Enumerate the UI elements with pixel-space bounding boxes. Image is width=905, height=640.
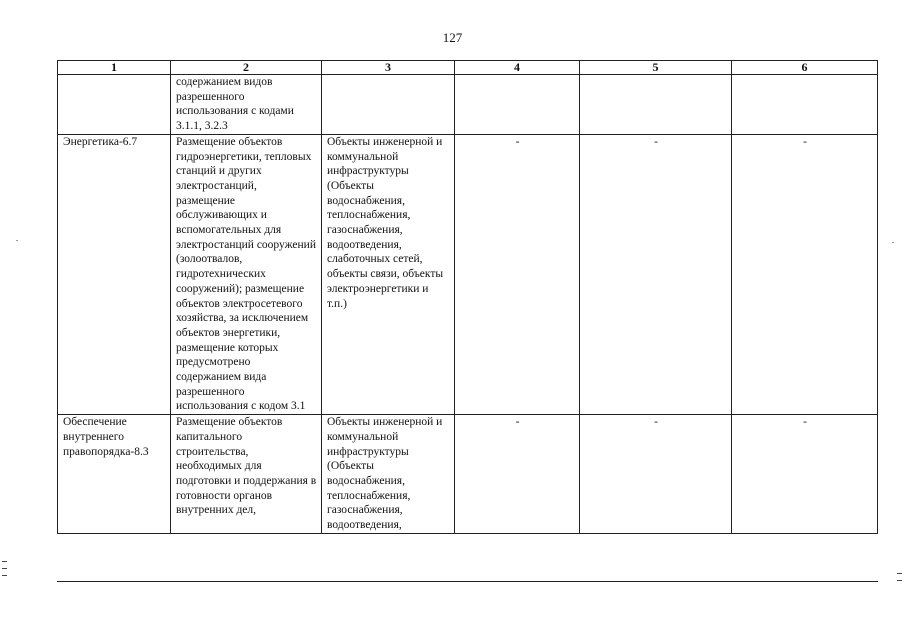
- row-1-use-type: [58, 75, 171, 135]
- table-row: [58, 415, 878, 534]
- row-2-col-4: -: [455, 134, 580, 414]
- scan-mark-right: [897, 573, 902, 574]
- scan-speck: [892, 242, 894, 243]
- row-1-col-6: [732, 75, 878, 135]
- row-3-col-6: -: [732, 415, 878, 534]
- row-2-col-6: -: [732, 134, 878, 414]
- scan-mark-left: [2, 568, 7, 569]
- page-number: 127: [442, 30, 463, 45]
- scan-mark-left: [2, 561, 7, 562]
- column-header-6: 6: [732, 61, 878, 75]
- column-header-4: 4: [455, 61, 580, 75]
- table-row: [58, 134, 878, 414]
- row-1-auxiliary-objects: [322, 75, 455, 135]
- table-bottom-border: [57, 581, 878, 582]
- table-row: [58, 75, 878, 135]
- row-1-description: содержанием видов разрешенного использования с кодами 3.1.1, 3.2.3: [171, 75, 322, 135]
- row-2-use-type: Энергетика-6.7: [58, 134, 171, 414]
- row-3-col-4: -: [455, 415, 580, 534]
- column-header-5: 5: [580, 61, 732, 75]
- column-header-3: 3: [322, 61, 455, 75]
- scan-mark-right: [897, 580, 902, 581]
- row-3-col-5: -: [580, 415, 732, 534]
- column-header-1: 1: [58, 61, 171, 75]
- row-3-use-type: Обеспечение внутреннего правопорядка-8.3: [58, 415, 171, 534]
- column-header-2: 2: [171, 61, 322, 75]
- row-3-description: Размещение объектов капитального строительства, необходимых для подготовки и поддержания в готовности органов внутренних дел,: [171, 415, 322, 534]
- row-1-col-5: [580, 75, 732, 135]
- row-1-col-4: [455, 75, 580, 135]
- table-container: [57, 60, 878, 582]
- row-2-col-5: -: [580, 134, 732, 414]
- row-2-description: Размещение объектов гидроэнергетики, тепловых станций и других электростанций, размещение обслуживающих и вспомогательных для электростанций сооружений (золоотвалов, гидротехнических сооружений); размещение объектов электросетевого хозяйства, за исключением объектов энергетики, размещение которых предусмотрено содержанием вида разрешенного использования с кодом 3.1: [171, 134, 322, 414]
- zoning-table: [57, 60, 878, 534]
- scan-speck: [16, 240, 18, 241]
- header-row: [58, 61, 878, 75]
- scan-mark-left: [2, 575, 7, 576]
- row-2-auxiliary-objects: Объекты инженерной и коммунальной инфраструктуры (Объекты водоснабжения, теплоснабжения, газоснабжения, водоотведения, слаботочных сетей, объекты связи, объекты электроэнергетики и т.п.): [322, 134, 455, 414]
- row-3-auxiliary-objects: Объекты инженерной и коммунальной инфраструктуры (Объекты водоснабжения, теплоснабжения, газоснабжения, водоотведения,: [322, 415, 455, 534]
